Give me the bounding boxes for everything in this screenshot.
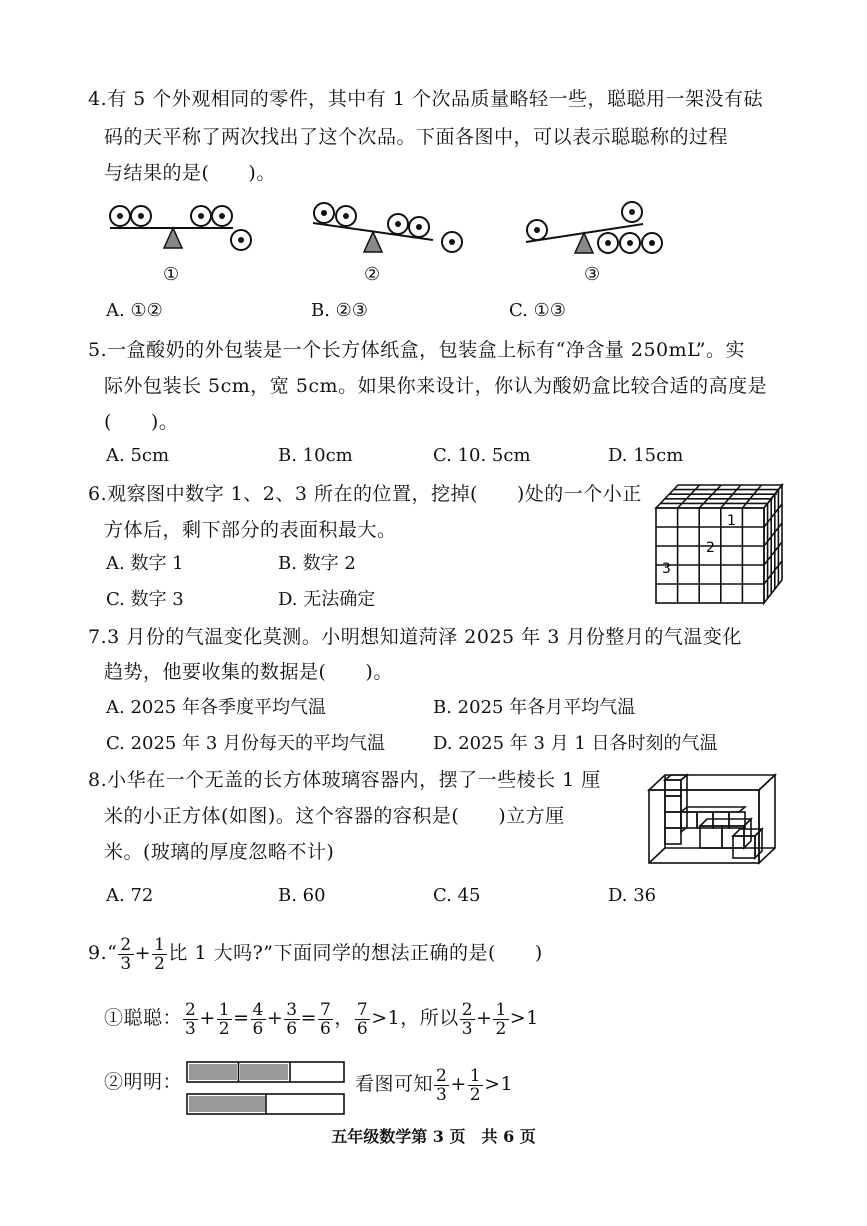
q5-line3: ( )。 (104, 411, 179, 433)
plus-sign: + (450, 1073, 467, 1095)
balance-3 (526, 202, 662, 253)
q9-prefix: 9.“ (88, 942, 118, 964)
q7-option-b: B. 2025 年各月平均气温 (433, 697, 636, 718)
fig-label-1: ① (163, 264, 180, 285)
denominator: 3 (120, 953, 132, 974)
q7-option-a: A. 2025 年各季度平均气温 (106, 697, 326, 718)
q6-option-a: A. 数字 1 (106, 553, 184, 574)
denominator: 2 (154, 953, 166, 974)
fraction (217, 1001, 232, 1038)
denominator: 6 (356, 1018, 369, 1039)
numerator: 1 (218, 999, 231, 1020)
answer-2-label: ②明明： (104, 1071, 183, 1093)
fraction (183, 1001, 198, 1038)
fraction (468, 1067, 483, 1104)
fraction (493, 1001, 508, 1038)
container-figure (645, 772, 790, 867)
numerator: 2 (436, 1065, 448, 1086)
q4-option-b: B. ②③ (311, 300, 368, 321)
q7-option-d: D. 2025 年 3 月 1 日各时刻的气温 (433, 733, 718, 754)
denominator: 2 (218, 1018, 231, 1039)
q5-option-c: C. 10. 5cm (433, 445, 531, 466)
q8-option-b: B. 60 (278, 885, 326, 906)
q4-option-c: C. ①③ (509, 300, 566, 321)
q7-option-c: C. 2025 年 3 月份每天的平均气温 (106, 733, 385, 754)
q9-suffix: 比 1 大吗?”下面同学的想法正确的是( ) (168, 942, 543, 964)
q6-option-b: B. 数字 2 (278, 553, 356, 574)
gt-text: >1 (484, 1073, 514, 1095)
numerator: 2 (461, 999, 474, 1020)
q6-option-c: C. 数字 3 (106, 589, 184, 610)
numerator: 1 (495, 999, 507, 1020)
plus-sign: + (199, 1007, 216, 1029)
q7-line2: 趋势，他要收集的数据是( )。 (104, 661, 393, 683)
q6-line1: 6.观察图中数字 1、2、3 所在的位置，挖掉( )处的一个小正 (88, 483, 642, 505)
answer-1-label: ①聪聪： (104, 1007, 183, 1029)
balance-2 (313, 203, 462, 252)
q8-option-d: D. 36 (608, 885, 657, 906)
fig-label-3: ③ (584, 264, 601, 285)
q8-line2: 米的小正方体(如图)。这个容器的容积是( )立方厘 (104, 805, 565, 827)
numerator: 1 (469, 1065, 482, 1086)
q5-option-a: A. 5cm (106, 445, 170, 466)
fraction-2-3 (118, 936, 133, 973)
fraction (434, 1067, 449, 1104)
q5-line2: 际外包装长 5cm，宽 5cm。如果你来设计，你认为酸奶盒比较合适的高度是 (104, 375, 768, 397)
q6-line2: 方体后，剩下部分的表面积最大。 (104, 519, 397, 541)
fraction (251, 1001, 266, 1038)
cube-label-1: 1 (727, 513, 736, 529)
q4-line3: 与结果的是( )。 (104, 162, 276, 184)
plus-sign: + (134, 942, 152, 964)
numerator: 7 (320, 999, 332, 1020)
page-footer: 五年级数学第 3 页 共 6 页 (331, 1127, 536, 1146)
denominator: 3 (185, 1018, 197, 1039)
q9-answer-1 (104, 997, 539, 1039)
comma: ， (334, 1007, 354, 1029)
q4-line1: 4.有 5 个外观相同的零件，其中有 1 个次品质量略轻一些，聪聪用一架没有砝 (88, 88, 763, 110)
plus-sign: + (266, 1007, 284, 1029)
gt-text: >1，所以 (371, 1007, 459, 1029)
numerator: 2 (185, 999, 197, 1020)
q8-line1: 8.小华在一个无盖的长方体玻璃容器内，摆了一些棱长 1 厘 (88, 769, 601, 791)
q8-option-a: A. 72 (106, 885, 154, 906)
denominator: 6 (320, 1018, 332, 1039)
fraction (460, 1001, 475, 1038)
cube-label-3: 3 (662, 561, 671, 577)
numerator: 2 (120, 934, 132, 955)
plus-sign: + (476, 1007, 493, 1029)
q9-stem (88, 932, 543, 974)
fraction (318, 1001, 333, 1038)
cube-figure (652, 482, 787, 607)
gt-text: >1 (509, 1007, 539, 1029)
fraction (355, 1001, 370, 1038)
denominator: 6 (286, 1018, 298, 1039)
q5-line1: 5.一盒酸奶的外包装是一个长方体纸盒，包装盒上标有“净含量 250mL”。实 (88, 339, 745, 361)
bar-model-figure (185, 1060, 350, 1118)
q6-option-d: D. 无法确定 (278, 589, 376, 610)
denominator: 3 (461, 1018, 474, 1039)
q5-option-d: D. 15cm (608, 445, 684, 466)
numerator: 7 (356, 999, 369, 1020)
cube-label-2: 2 (706, 540, 715, 556)
denominator: 2 (495, 1018, 507, 1039)
q8-line3: 米。(玻璃的厚度忽略不计) (104, 841, 335, 863)
denominator: 2 (469, 1084, 482, 1105)
denominator: 3 (436, 1084, 448, 1105)
fraction-1-2 (152, 936, 167, 973)
denominator: 6 (252, 1018, 264, 1039)
q8-option-c: C. 45 (433, 885, 481, 906)
q4-line2: 码的天平称了两次找出了这个次品。下面各图中，可以表示聪聪称的过程 (104, 126, 729, 148)
numerator: 4 (252, 999, 264, 1020)
equals-sign: = (233, 1007, 250, 1029)
fig-label-2: ② (364, 264, 381, 285)
fraction (284, 1001, 299, 1038)
answer-2-prefix: 看图可知 (355, 1073, 434, 1095)
q4-option-a: A. ①② (106, 300, 163, 321)
q7-line1: 7.3 月份的气温变化莫测。小明想知道菏泽 2025 年 3 月份整月的气温变化 (88, 626, 742, 648)
equals-sign: = (300, 1007, 318, 1029)
balance-1 (110, 206, 251, 250)
numerator: 1 (154, 934, 166, 955)
numerator: 3 (286, 999, 298, 1020)
answer-2-text (355, 1063, 513, 1105)
q5-option-b: B. 10cm (278, 445, 353, 466)
